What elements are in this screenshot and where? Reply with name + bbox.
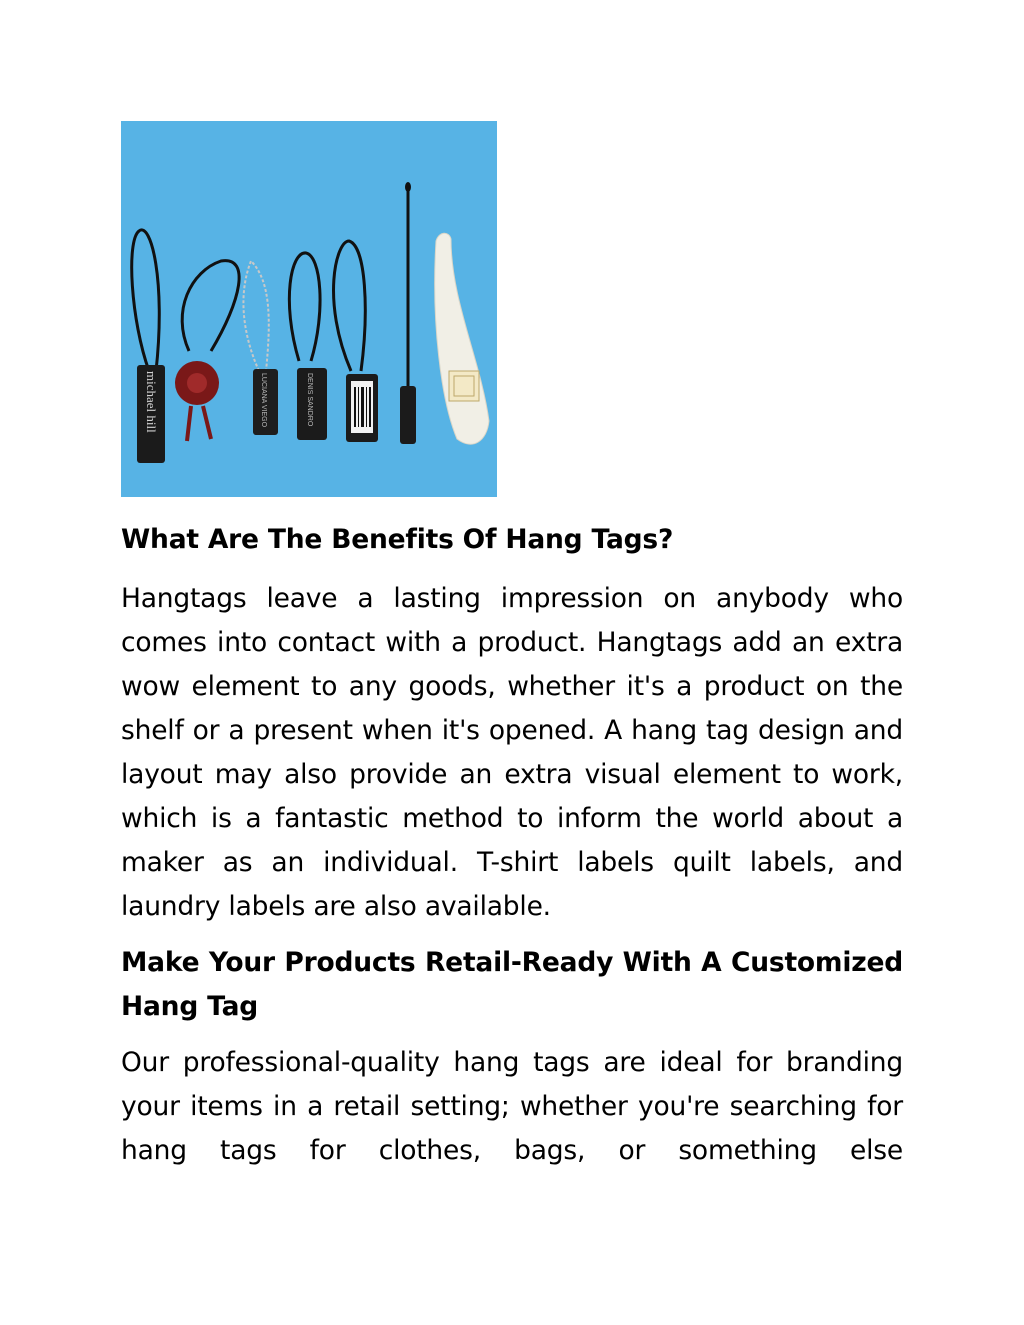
section-heading-benefits: What Are The Benefits Of Hang Tags? bbox=[121, 524, 674, 555]
section-heading-retail-ready: Make Your Products Retail-Ready With A Customized Hang Tag bbox=[121, 947, 903, 1022]
hang-tags-illustration bbox=[121, 121, 497, 497]
document-page bbox=[121, 121, 903, 1173]
tag-michael-hill-text: michael hill bbox=[144, 371, 159, 433]
section-body-retail-ready: Our professional-quality hang tags are ideal for branding your items in a retail setting; whether you're searching for hang tags for clothes, bags, or something else bbox=[121, 1047, 903, 1166]
tag-luciana-text: LUCIANA VIEGO bbox=[260, 373, 267, 428]
tag-denis-text: DENIS SANDRO bbox=[306, 373, 313, 427]
hang-tags-photo bbox=[121, 121, 497, 497]
section-body-benefits: Hangtags leave a lasting impression on anybody who comes into contact with a product. Hangtags add an extra wow element to any goods, whether it's a product on the shelf or a present when it's opened. A hang tag design and layout may also provide an extra visual element to work, which is a fantastic method to inform the world about a maker as an individual. T-shirt labels quilt labels, and laundry labels are also available. bbox=[121, 583, 903, 922]
